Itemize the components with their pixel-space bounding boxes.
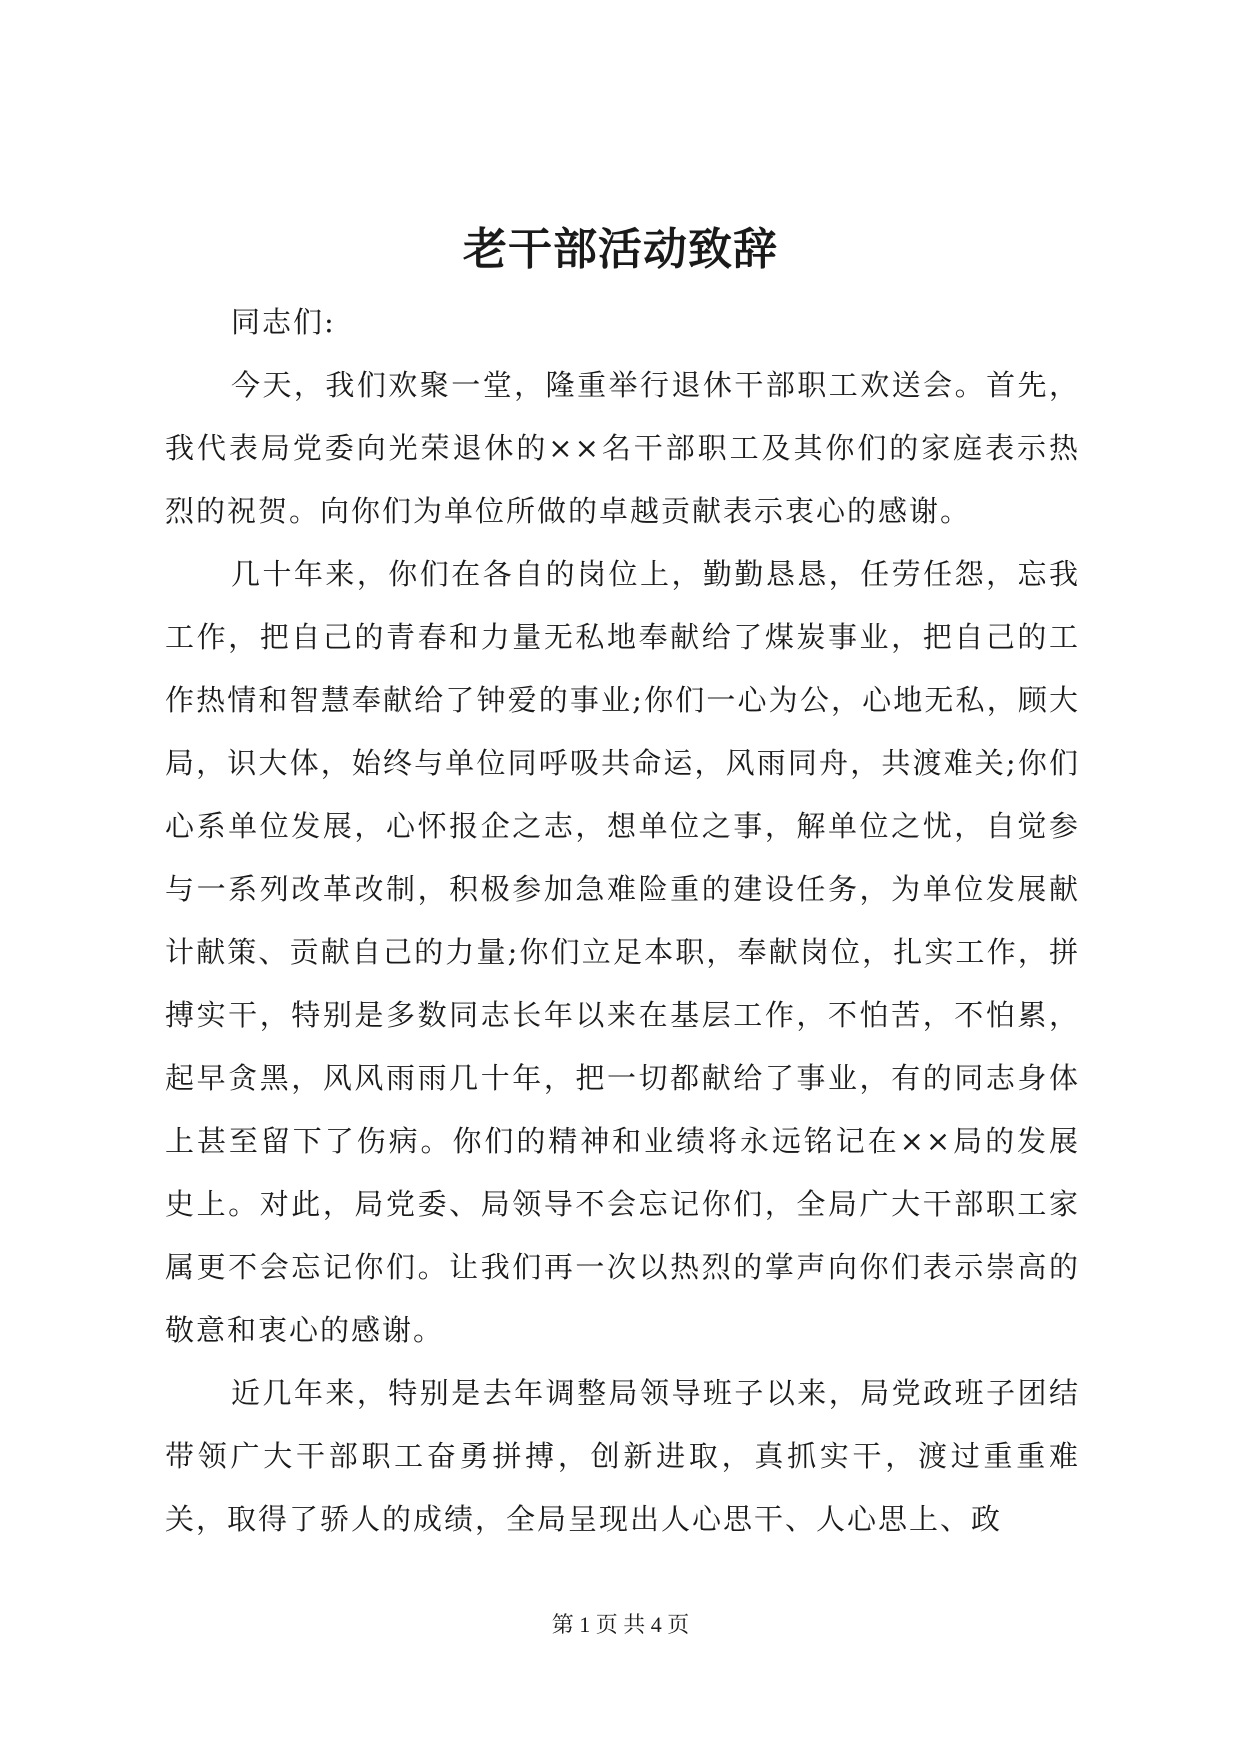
greeting: 同志们:	[231, 305, 336, 339]
document-title: 老干部活动致辞	[463, 224, 778, 275]
page-number-footer: 第 1 页 共 4 页	[551, 1612, 690, 1637]
paragraph-2: 几十年来，你们在各自的岗位上，勤勤恳恳，任劳任怨，忘我工作，把自己的青春和力量无私地奉献给了煤炭事业，把自己的工作热情和智慧奉献给了钟爱的事业;你们一心为公，心地无私，顾大局，识大体，始终与单位同呼吸共命运，风雨同舟，共渡难关;你们心系单位发展，心怀报企之志，想单位之事，解单位之忧，自觉参与一系列改革改制，积极参加急难险重的建设任务，为单位发展献计献策、贡献自己的力量;你们立足本职，奉献岗位，扎实工作，拼搏实干，特别是多数同志长年以来在基层工作，不怕苦，不怕累，起早贪黑，风风雨雨几十年，把一切都献给了事业，有的同志身体上甚至留下了伤病。你们的精神和业绩将永远铭记在××局的发展史上。对此，局党委、局领导不会忘记你们，全局广大干部职工家属更不会忘记你们。让我们再一次以热烈的掌声向你们表示崇高的敬意和衷心的感谢。	[165, 557, 1080, 1347]
document-body	[165, 291, 1080, 1551]
paragraph-1: 今天，我们欢聚一堂，隆重举行退休干部职工欢送会。首先，我代表局党委向光荣退休的××名干部职工及其你们的家庭表示热烈的祝贺。向你们为单位所做的卓越贡献表示衷心的感谢。	[165, 368, 1080, 528]
paragraph-3: 近几年来，特别是去年调整局领导班子以来，局党政班子团结带领广大干部职工奋勇拼搏，创新进取，真抓实干，渡过重重难关，取得了骄人的成绩，全局呈现出人心思干、人心思上、政	[165, 1376, 1080, 1536]
